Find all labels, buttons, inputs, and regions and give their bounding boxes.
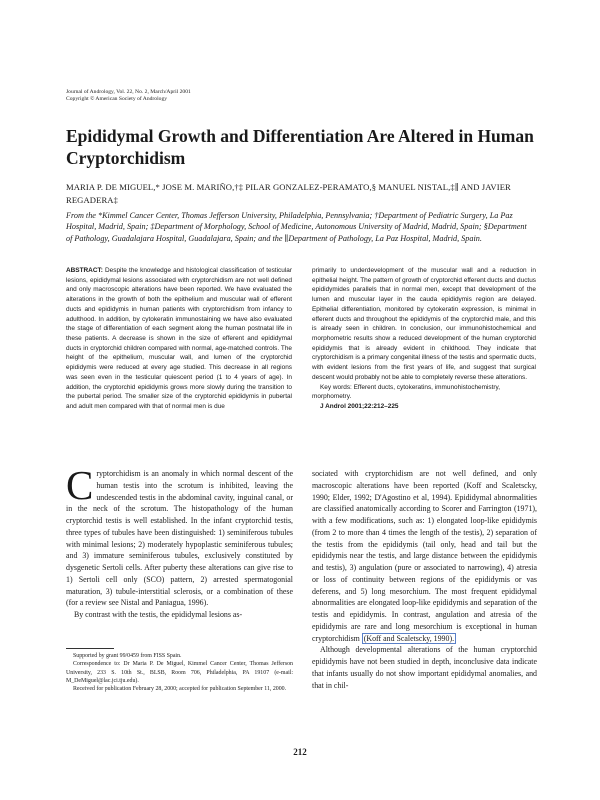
affiliations: From the *Kimmel Cancer Center, Thomas Jefferson University, Philadelphia, Pennsylvania; †Department of Pediatric Surgery, La Paz Hospital, Madrid, Spain; ‡Department of Morphology, School of Medicine, Autonomous University of Madrid, Madrid, Spain; §Department of Pathology, Guadalajara Hospital, Guadalajara, Spain; and the ∥Department of Pathology, La Paz Hospital, Madrid, Spain. [66, 211, 527, 243]
abstract-text-right: primarily to underdevelopment of the muscular wall and a reduction in epithelial height. The pattern of growth of cryptorchid efferent ducts and ductus epididymides parallels that in normal men, except that development of the lumen and muscular layer in the cauda epididymis region are delayed. Epithelial differentiation, monitored by cytokeratin expression, is minimal in efferent ducts and throughout the epididymis of the cryptorchid male, and this is already seen in children. In conclusion, our immunohistochemical and morphometric results show a reduced development of the human cryptorchid epididymis that is already evident in childhood. They indicate that cryptorchidism is a primary congenital illness of the testis and spermatic ducts, with evident lesions from the first years of life, and suggest that surgical descent would probably not be able to completely reverse these alterations. [312, 267, 536, 381]
article-title: Epididymal Growth and Differentiation Are Altered in Human Cryptorchidism [66, 126, 534, 168]
body-paragraph-next: Although developmental alterations of the human cryptorchid epididymis have not been studied in depth, inconclusive data indicate that infants usually do not show important epididymal anomalies, and that in chil- [312, 645, 537, 690]
footnote-support: Supported by grant 99/0459 from FISS Spain. [73, 653, 182, 659]
abstract-text-left: Despite the knowledge and histological classification of testicular lesions, epididymal lesions associated with cryptorchidism are not well defined and only macroscopic alterations have been reported. We have evaluated the alterations in the growth of both the epithelium and muscular wall of efferent ducts and epididymis in human patients with cryptorchidism from infancy to adulthood. In addition, by cytokeratin immunostaining we have also evaluated the stage of differentiation of each segment along the human postnatal life in these patients. A decrease is shown in the size of efferent and epididymal ducts in cryptorchid children compared with normal, age-matched controls. The height of the epithelium, muscular wall, and lumen of the cryptorchid epididymis were reduced at every age studied. This decrease in all regions was seen even in the testicular quiescent period (1 to 4 years of age). In addition, the cryptorchid epididymis grows more slowly during the transition to the pubertal period. The smaller size of the cryptorchid epididymis in pubertal and adult men compared with that of normal men is due [66, 267, 292, 411]
journal-header [66, 89, 191, 103]
body-text: sociated with cryptorchidism are not well defined, and only macroscopic alterations have been reported (Koff and Scaletscky, 1990; Elder, 1992; D'Agostino et al, 1994). Epididymal abnormalities are classified anatomically according to Scorer and Farrington (1971), with a few modifications, such as: 1) elongated loop-like epididymis (from 2 to more than 4 times the length of the testis), 2) separation of the testis from the epididymis (tail only, head and tail but the epididymis near the testis, and large distance between the epididymis and testis), 3) angulation (pure or associated to narrowing), 4) atresia or loss of continuity between regions of the epididymis or vas deferens, and 5) long mesorchium. The most frequent epididymal abnormalities are elongated loop-like epididymis and separation of the testis and epididymis. In contrast, angulation and atresia of the epididymis are rare and long mesorchium is exceptional in human cryptorchidism [312, 469, 537, 643]
body-paragraph-continued [312, 468, 537, 644]
intro-text: ryptorchidism is an anomaly in which normal descent of the human testis into the scrotum is inhibited, leaving the undescended testis in the abdominal cavity, inguinal canal, or in the neck of the scrotum. The histopathology of the human cryptorchid testis is well established. In the infant cryptorchid testis, three types of tubules have been distinguished: 1) seminiferous tubules with minimal lesions; 2) moderately hypoplastic seminiferous tubules; and 3) immature seminiferous tubules, exclusively constituted by dysgenetic Sertoli cells. After puberty these alterations can give rise to 1) Sertoli cell only (SCO) pattern, 2) arrested spermatogonial maturation, 3) tubule-interstitial sclerosis, or a combination of these (for a review see Nistal and Paniagua, 1996). [66, 469, 293, 608]
intro-paragraph-2: By contrast with the testis, the epididymal lesions as- [74, 610, 243, 619]
copyright-line: Copyright © American Society of Andrology [66, 96, 168, 103]
intro-paragraph-1 [66, 462, 293, 609]
abstract-label: ABSTRACT: [66, 267, 103, 274]
journal-reference: J Androl 2001;22:212–225 [320, 403, 399, 411]
abstract-right-column [312, 266, 536, 412]
abstract-left-column [66, 266, 292, 412]
reference-link[interactable]: (Koff and Scaletscky, 1990). [363, 633, 455, 643]
footnote-correspondence: Correspondence to: Dr Maria P. De Miguel, Kimmel Cancer Center, Thomas Jefferson University, 233 S. 10th St., BLSB, Room 706, Philadelphia, PA 19107 (e-mail: M_DeMiguel@lac.jci.tju.edu). [66, 661, 293, 685]
author-list: MARIA P. DE MIGUEL,* JOSE M. MARIÑO,†‡ PILAR GONZALEZ-PERAMATO,§ MANUEL NISTAL,‡∥ AND JAVIER REGADERA‡ [66, 182, 511, 205]
body-column-left [66, 462, 293, 621]
footnote-divider [66, 648, 114, 649]
journal-citation-line: Journal of Andrology, Vol. 22, No. 2, March/April 2001 [66, 89, 191, 95]
footnote-received: Received for publication February 28, 2000; accepted for publication September 11, 2000. [73, 686, 287, 693]
footnotes [66, 652, 293, 694]
page-number: 212 [293, 747, 307, 757]
abstract-paragraph [66, 266, 292, 412]
body-column-right [312, 468, 537, 691]
keywords: Key words: Efferent ducts, cytokeratins, immunohistochemistry, morphometry. [312, 383, 501, 401]
drop-cap: C [66, 462, 94, 508]
